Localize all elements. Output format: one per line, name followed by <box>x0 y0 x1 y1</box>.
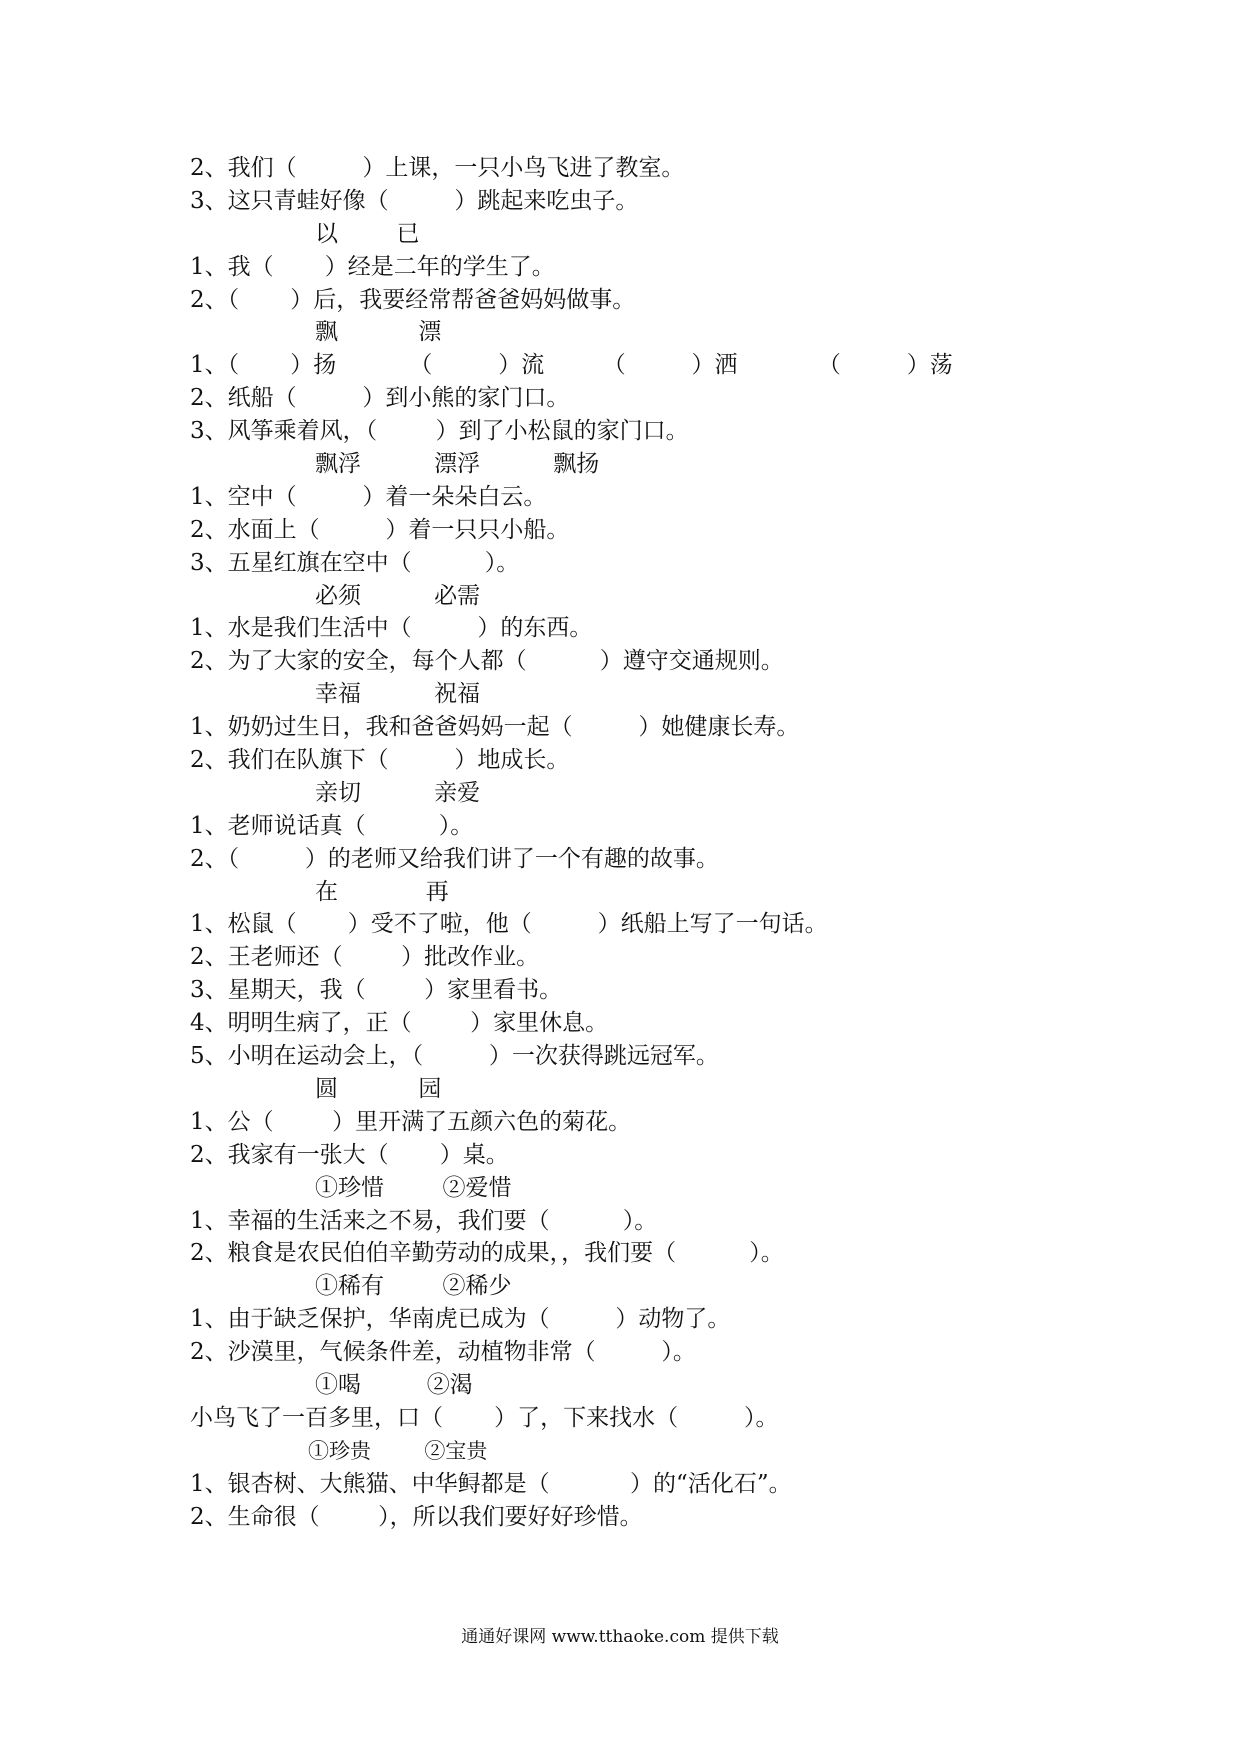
exercise-list <box>190 152 1050 1533</box>
word-choice-header: ①珍贵 ②宝贵 <box>308 1438 488 1463</box>
exercise-line: 1、（ ）扬 （ ）流 （ ）洒 （ ）荡 <box>190 352 953 379</box>
exercise-line: 4、明明生病了，正（ ）家里休息。 <box>190 1010 609 1037</box>
exercise-line: 2、生命很（ ），所以我们要好好珍惜。 <box>190 1503 643 1530</box>
exercise-line: 3、这只青蛙好像（ ）跳起来吃虫子。 <box>190 187 639 214</box>
word-choice-header: 飘 漂 <box>315 319 442 346</box>
exercise-line: 2、粮食是农民伯伯辛勤劳动的成果，，我们要（ ）。 <box>190 1240 784 1267</box>
exercise-line: 3、五星红旗在空中（ ）。 <box>190 549 520 576</box>
exercise-line: 1、公（ ）里开满了五颜六色的菊花。 <box>190 1108 632 1135</box>
word-choice-header: 圆 园 <box>315 1075 442 1102</box>
word-choice-header: 以 已 <box>315 220 420 247</box>
exercise-line: 2、王老师还（ ）批改作业。 <box>190 944 540 971</box>
exercise-line: 3、星期天，我（ ）家里看书。 <box>190 977 563 1004</box>
exercise-line: 2、为了大家的安全，每个人都（ ）遵守交通规则。 <box>190 648 784 675</box>
exercise-line: 1、空中（ ）着一朵朵白云。 <box>190 483 547 510</box>
exercise-line: 1、银杏树、大熊猫、中华鲟都是（ ）的“活化石”。 <box>190 1470 792 1497</box>
exercise-line: 1、松鼠（ ）受不了啦，他（ ）纸船上写了一句话。 <box>190 911 828 938</box>
word-choice-header: 幸福 祝福 <box>315 681 481 708</box>
exercise-line: 3、风筝乘着风，（ ）到了小松鼠的家门口。 <box>190 418 689 445</box>
exercise-line: 2、纸船（ ）到小熊的家门口。 <box>190 385 570 412</box>
exercise-line: 1、水是我们生活中（ ）的东西。 <box>190 615 593 642</box>
exercise-line: 2、沙漠里，气候条件差，动植物非常（ ）。 <box>190 1339 696 1366</box>
word-choice-header: ①稀有 ②稀少 <box>315 1273 512 1300</box>
exercise-line: 2、我们（ ）上课，一只小鸟飞进了教室。 <box>190 155 685 181</box>
word-choice-header: ①珍惜 ②爱惜 <box>315 1174 512 1201</box>
exercise-line: 1、我（ ）经是二年的学生了。 <box>190 253 555 280</box>
exercise-line: 1、幸福的生活来之不易，我们要（ ）。 <box>190 1207 658 1234</box>
exercise-line: 2、我们在队旗下（ ）地成长。 <box>190 747 570 774</box>
exercise-line: 1、老师说话真（ ）。 <box>190 812 474 839</box>
exercise-line: 1、奶奶过生日，我和爸爸妈妈一起（ ）她健康长寿。 <box>190 714 800 741</box>
exercise-line: 2、水面上（ ）着一只只小船。 <box>190 516 570 543</box>
exercise-line: 5、小明在运动会上，（ ）一次获得跳远冠军。 <box>190 1043 719 1070</box>
word-choice-header: ①喝 ②渴 <box>315 1371 473 1398</box>
word-choice-header: 必须 必需 <box>315 582 481 609</box>
exercise-line: 2、（ ）后，我要经常帮爸爸妈妈做事。 <box>190 286 636 313</box>
exercise-line: 1、由于缺乏保护，华南虎已成为（ ）动物了。 <box>190 1306 731 1333</box>
exercise-line: 2、我家有一张大（ ）桌。 <box>190 1141 509 1168</box>
word-choice-header: 亲切 亲爱 <box>315 779 481 806</box>
exercise-line: 2、（ ）的老师又给我们讲了一个有趣的故事。 <box>190 845 719 872</box>
word-choice-header: 在 再 <box>315 878 449 905</box>
word-choice-header: 飘浮 漂浮 飘扬 <box>315 451 600 478</box>
page-footer: 通通好课网 www.tthaoke.com 提供下载 <box>461 1627 779 1647</box>
exercise-line: 小鸟飞了一百多里，口（ ）了，下来找水（ ）。 <box>190 1404 779 1431</box>
